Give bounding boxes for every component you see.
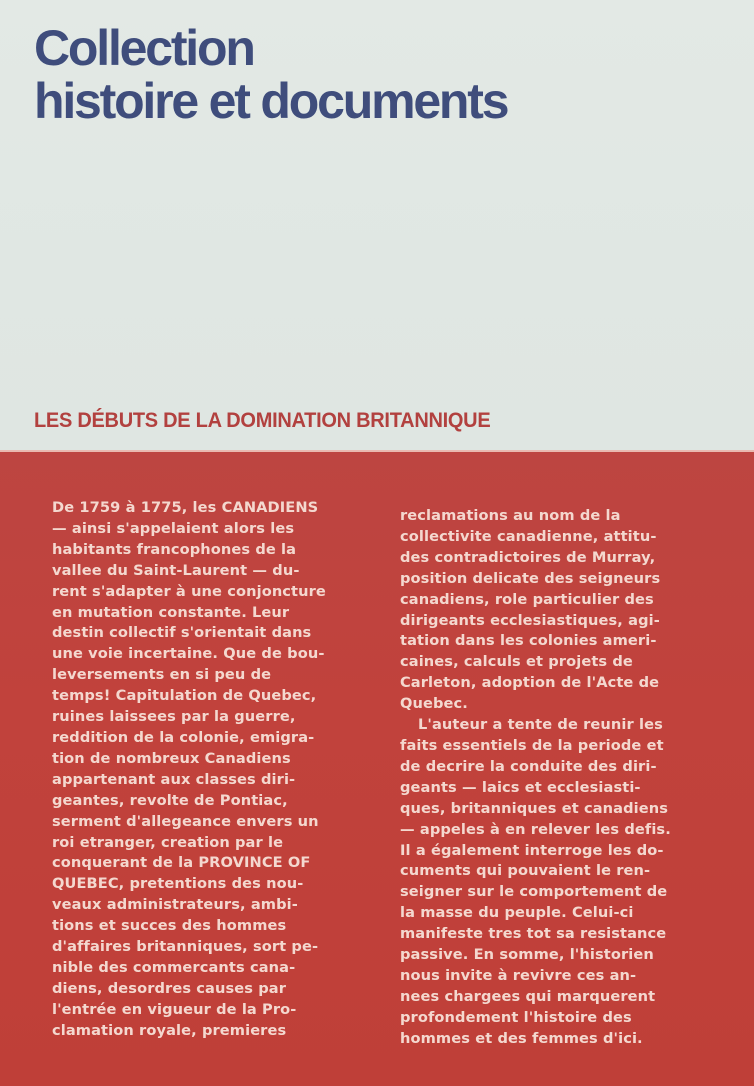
series-title bbox=[34, 22, 507, 128]
blurb-line: position delicate des seigneurs bbox=[400, 569, 661, 587]
blurb-line: caines, calculs et projets de bbox=[400, 653, 633, 671]
blurb-line: De 1759 à 1775, les CANADIENS bbox=[52, 499, 319, 516]
blurb-line: de decrire la conduite des diri- bbox=[400, 757, 657, 775]
blurb-line: ruines laissees par la guerre, bbox=[52, 708, 296, 726]
blurb-line: Carleton, adoption de l'Acte de bbox=[400, 674, 660, 692]
series-title-line-1: Collection bbox=[34, 20, 254, 76]
blurb-line: dirigeants ecclesiastiques, agi- bbox=[400, 611, 660, 629]
blurb-line: geantes, revolte de Pontiac, bbox=[52, 791, 288, 809]
blurb-line: ques, britanniques et canadiens bbox=[400, 799, 669, 817]
blurb-line: clamation royale, premieres bbox=[52, 1021, 287, 1039]
blurb-line: rent s'adapter à une conjoncture bbox=[52, 582, 326, 600]
blurb-line: geants — laics et ecclesiasti- bbox=[400, 778, 641, 796]
blurb-line: d'affaires britanniques, sort pe- bbox=[52, 938, 319, 956]
blurb-line: — ainsi s'appelaient alors les bbox=[52, 519, 295, 537]
blurb-line: passive. En somme, l'historien bbox=[400, 946, 654, 964]
blurb-line: reclamations au nom de la bbox=[400, 507, 621, 524]
blurb-line: tion de nombreux Canadiens bbox=[52, 749, 291, 767]
blurb-line: tions et succes des hommes bbox=[52, 917, 287, 935]
blurb-line: des contradictoires de Murray, bbox=[400, 548, 656, 566]
blurb-line: faits essentiels de la periode et bbox=[400, 736, 664, 754]
book-title: LES DÉBUTS DE LA DOMINATION BRITANNIQUE bbox=[34, 408, 491, 432]
blurb-line: appartenant aux classes diri- bbox=[52, 770, 296, 788]
blurb-line: roi etranger, creation par le bbox=[52, 833, 284, 851]
blurb-line: nible des commercants cana- bbox=[52, 958, 296, 976]
blurb-line: canadiens, role particulier des bbox=[400, 590, 654, 608]
series-title-line-2: histoire et documents bbox=[34, 73, 508, 129]
blurb-line: l'entrée en vigueur de la Pro- bbox=[52, 1000, 297, 1018]
blurb-line: une voie incertaine. Que de bou- bbox=[52, 645, 325, 663]
blurb-line: — appeles à en relever les defis. bbox=[400, 820, 671, 838]
blurb-left-column bbox=[52, 498, 326, 1042]
blurb-line: cuments qui pouvaient le ren- bbox=[400, 862, 651, 880]
blurb-line: tation dans les colonies ameri- bbox=[400, 632, 657, 650]
blurb-line: reddition de la colonie, emigra- bbox=[52, 728, 315, 746]
blurb-line: profondement l'histoire des bbox=[400, 1008, 632, 1026]
blurb-line: conquerant de la PROVINCE OF bbox=[52, 854, 311, 872]
blurb-line: collectivite canadienne, attitu- bbox=[400, 527, 657, 545]
blurb-line: QUEBEC, pretentions des nou- bbox=[52, 875, 304, 893]
blurb-line: nous invite à revivre ces an- bbox=[400, 966, 637, 984]
blurb-line: manifeste tres tot sa resistance bbox=[400, 925, 667, 943]
blurb-line: en mutation constante. Leur bbox=[52, 603, 290, 621]
blurb-line: Il a également interroge les do- bbox=[400, 841, 664, 859]
blurb-line: temps! Capitulation de Quebec, bbox=[52, 687, 317, 705]
blurb-line: leversements en si peu de bbox=[52, 666, 272, 684]
blurb-line: vallee du Saint-Laurent — du- bbox=[52, 561, 300, 579]
blurb-line: veaux administrateurs, ambi- bbox=[52, 896, 298, 914]
blurb-line: destin collectif s'orientait dans bbox=[52, 624, 312, 642]
blurb-right-column bbox=[400, 506, 671, 1050]
blurb-line: la masse du peuple. Celui-ci bbox=[400, 904, 634, 922]
blurb-line: nees chargees qui marquerent bbox=[400, 987, 656, 1005]
blurb-line: L'auteur a tente de reunir les bbox=[418, 716, 663, 734]
blurb-line: habitants francophones de la bbox=[52, 540, 297, 558]
blurb-line: seigner sur le comportement de bbox=[400, 883, 668, 901]
blurb-line: hommes et des femmes d'ici. bbox=[400, 1029, 643, 1047]
blurb-line: diens, desordres causes par bbox=[52, 979, 287, 997]
blurb-line: Quebec. bbox=[400, 695, 468, 713]
cover-top-panel bbox=[0, 0, 754, 450]
blurb-line: serment d'allegeance envers un bbox=[52, 812, 319, 830]
